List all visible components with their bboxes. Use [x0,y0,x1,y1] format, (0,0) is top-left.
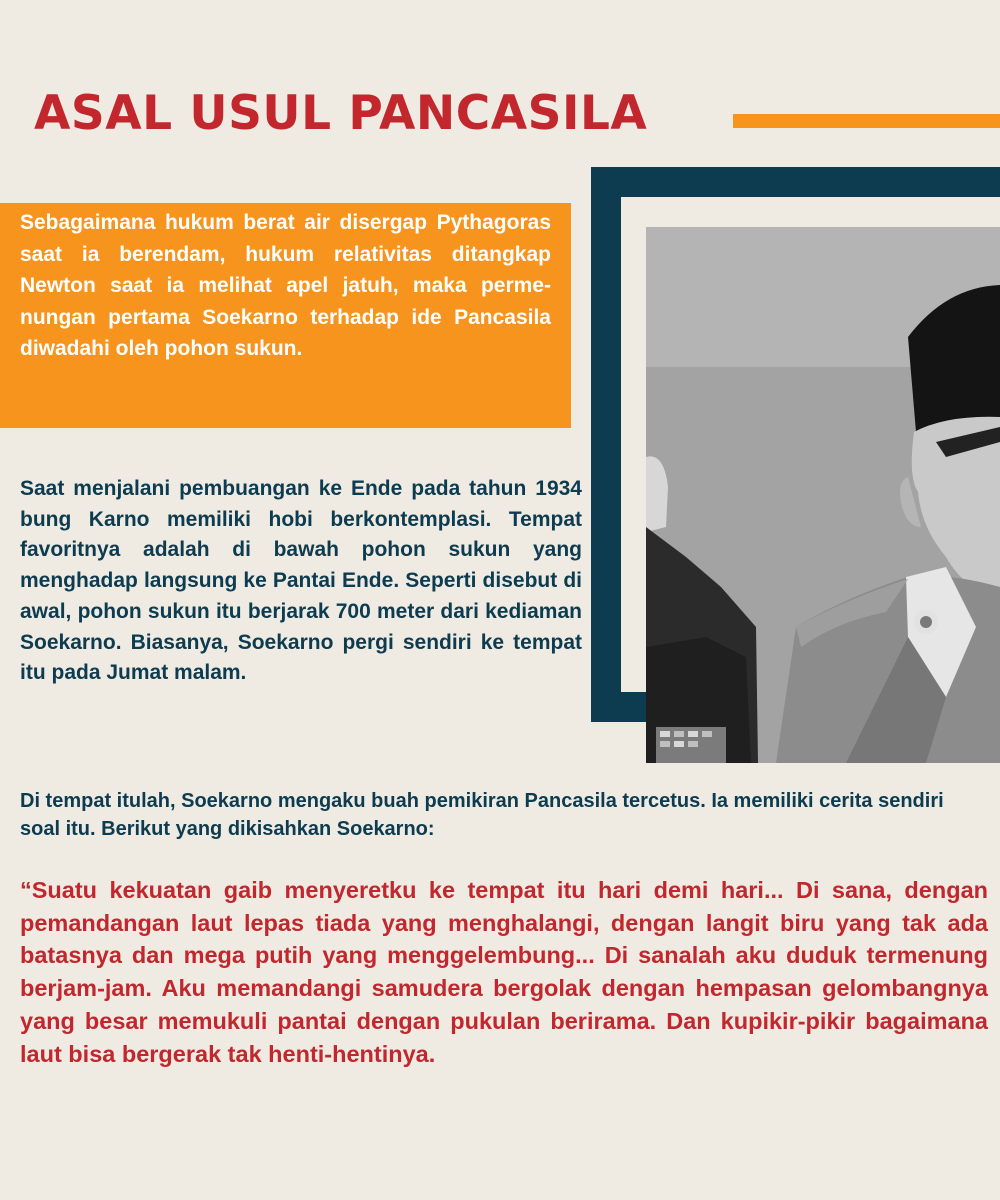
page-title: ASAL USUL PANCASILA [34,86,648,141]
body-paragraph-ende: Saat menjalani pembuangan ke Ende pada tahun 1934 bung Karno memiliki hobi berkontemplasi. Tempat favoritnya adalah di bawah pohon sukun yang menghadap langsung ke Pantai Ende. Seperti disebut di awal, pohon sukun itu berjarak 700 meter dari kediaman Soekarno. Biasanya, Soekarno pergi sendiri ke tempat itu pada Jumat malam. [20,477,582,685]
soekarno-quote: “Suatu kekuatan gaib menyeretku ke tempat itu hari demi hari... Di sana, dengan pemandangan laut lepas tiada yang menghalangi, dengan langit biru yang tak ada batasnya dan mega putih yang menggelembung... Di sanalah aku duduk termenung berjam-jam. Aku memandangi samudera bergolak dengan hempasan gelombangnya yang besar memukuli pantai dengan pukulan berirama. Dan kupikir-pikir bagaimana laut bisa bergerak tak henti-hentinya. [20,877,988,1067]
body-paragraph-lead-in: Di tempat itulah, Soekarno mengaku buah pemikiran Pancasila tercetus. Ia memiliki cerita sendiri soal itu. Berikut yang dikisahkan Soekarno: [20,790,944,840]
intro-callout [0,203,571,428]
title-accent-line [733,114,1000,128]
soekarno-photo [646,227,1000,763]
intro-text: Sebagaimana hukum berat air disergap Pythagoras saat ia berendam, hukum relativitas ditangkap Newton saat ia melihat apel jatuh, maka perme-nungan pertama Soekarno terhadap ide Pancasila diwadahi oleh pohon sukun. [20,211,551,360]
